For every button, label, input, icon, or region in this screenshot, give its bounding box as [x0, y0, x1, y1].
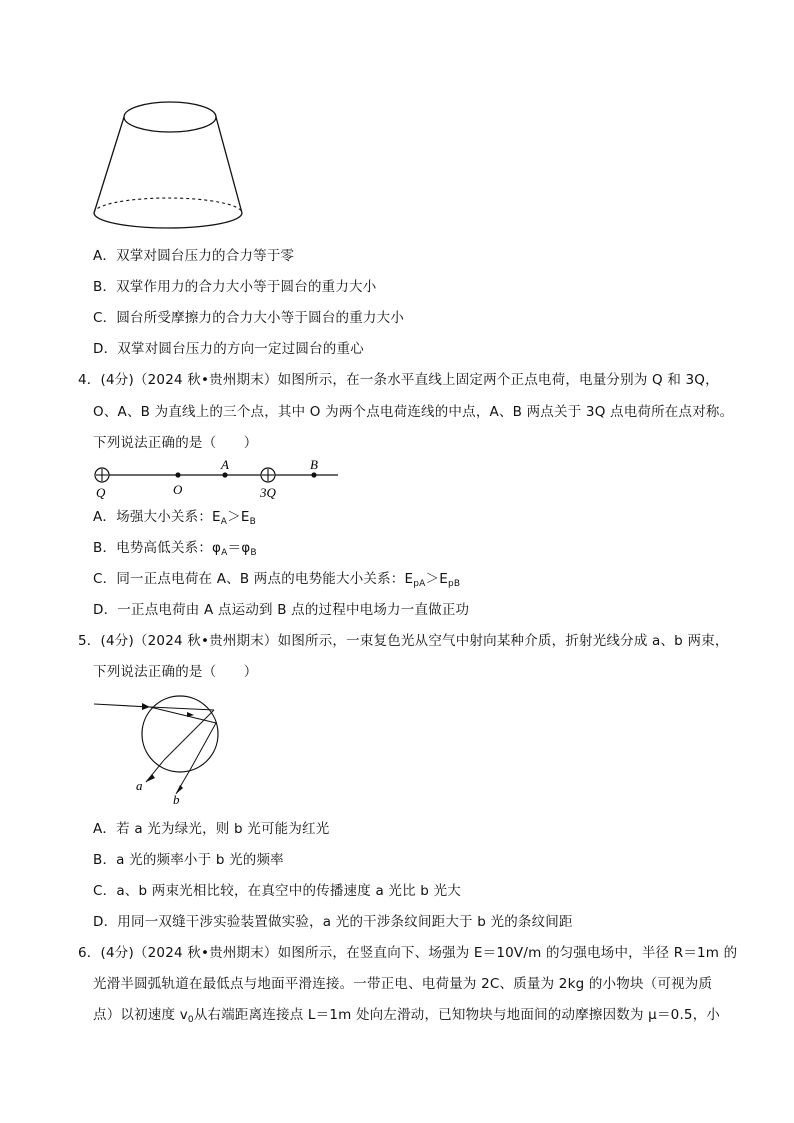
label-b: B	[310, 457, 318, 472]
incident-arrow	[142, 703, 150, 710]
label-q: Q	[96, 485, 106, 500]
q6-stem-line1: 6．(4分)（2024 秋•贵州期末）如图所示，在竖直向下、场强为 E＝10V/m 的匀强电场中，半径 R＝1m 的	[78, 945, 738, 961]
point-o-dot	[175, 472, 180, 477]
q3-option-d: D．双掌对圆台压力的方向一定过圆台的重心	[93, 341, 364, 357]
label-a: A	[221, 457, 229, 472]
q3-option-b: B．双掌作用力的合力大小等于圆台的重力大小	[93, 279, 377, 295]
q5-option-a: A．若 a 光为绿光，则 b 光可能为红光	[93, 821, 330, 837]
q4-option-b: B．电势高低关系：$\varphi_A=\varphi_B$	[93, 540, 257, 558]
q5-option-c: C．a、b 两束光相比较，在真空中的传播速度 a 光比 b 光大	[93, 883, 461, 899]
label-o: O	[173, 482, 183, 497]
charges-line-figure	[88, 457, 348, 502]
q5-option-d: D．用同一双缝干涉实验装置做实验，a 光的干涉条纹间距大于 b 光的条纹间距	[93, 914, 573, 930]
q4-stem-line2: O、A、B 为直线上的三个点，其中 O 为两个点电荷连线的中点，A、B 两点关于 3Q 点电荷所在点对称。	[93, 404, 734, 420]
frustum-left-edge	[94, 117, 124, 213]
frustum-bottom-front	[94, 213, 242, 228]
frustum-bottom-back	[94, 198, 242, 213]
frustum-right-edge	[216, 117, 242, 213]
point-a-dot	[222, 472, 227, 477]
q4-option-c: C．同一正点电荷在 A、B 两点的电势能大小关系：$E_{pA}>E_{pB}$	[93, 571, 461, 589]
q4-stem-line1: 4．(4分)（2024 秋•贵州期末）如图所示，在一条水平直线上固定两个正点电荷，电量分别为 Q 和 3Q，	[78, 372, 719, 388]
incident-ray	[94, 704, 150, 707]
q3-option-a: A．双掌对圆台压力的合力等于零	[93, 248, 295, 264]
point-b-dot	[311, 472, 316, 477]
q5-stem-line1: 5．(4分)（2024 秋•贵州期末）如图所示，一束复色光从空气中射向某种介质，折射光线分成 a、b 两束，	[78, 633, 729, 649]
q5-stem-line2: 下列说法正确的是（ ）	[93, 664, 258, 680]
q4-stem-line3: 下列说法正确的是（ ）	[93, 435, 258, 451]
charge-q-symbol	[95, 468, 109, 482]
label-3q: 3Q	[260, 485, 276, 500]
charge-3q-symbol	[261, 468, 275, 482]
frustum-figure	[86, 92, 246, 232]
q6-stem-line2: 光滑半圆弧轨道在最低点与地面平滑连接。一带正电、电荷量为 2C、质量为 2kg 的小物块（可视为质	[93, 976, 713, 992]
q4-option-a: A．场强大小关系：$E_A>E_B$	[93, 509, 256, 527]
label-b: b	[173, 792, 180, 807]
q6-stem-line3: 点）以初速度 $v_0$从右端距离连接点 L＝1m 处向左滑动，已知物块与地面间的动摩擦因数为 μ＝0.5，小	[93, 1007, 721, 1025]
refraction-figure	[90, 690, 230, 808]
q4-option-d: D．一正点电荷由 A 点运动到 B 点的过程中电场力一直做正功	[93, 602, 470, 618]
q5-option-b: B．a 光的频率小于 b 光的频率	[93, 852, 284, 868]
label-a: a	[136, 778, 143, 793]
q3-option-c: C．圆台所受摩擦力的合力大小等于圆台的重力大小	[93, 310, 405, 326]
frustum-top-ellipse	[124, 102, 216, 132]
